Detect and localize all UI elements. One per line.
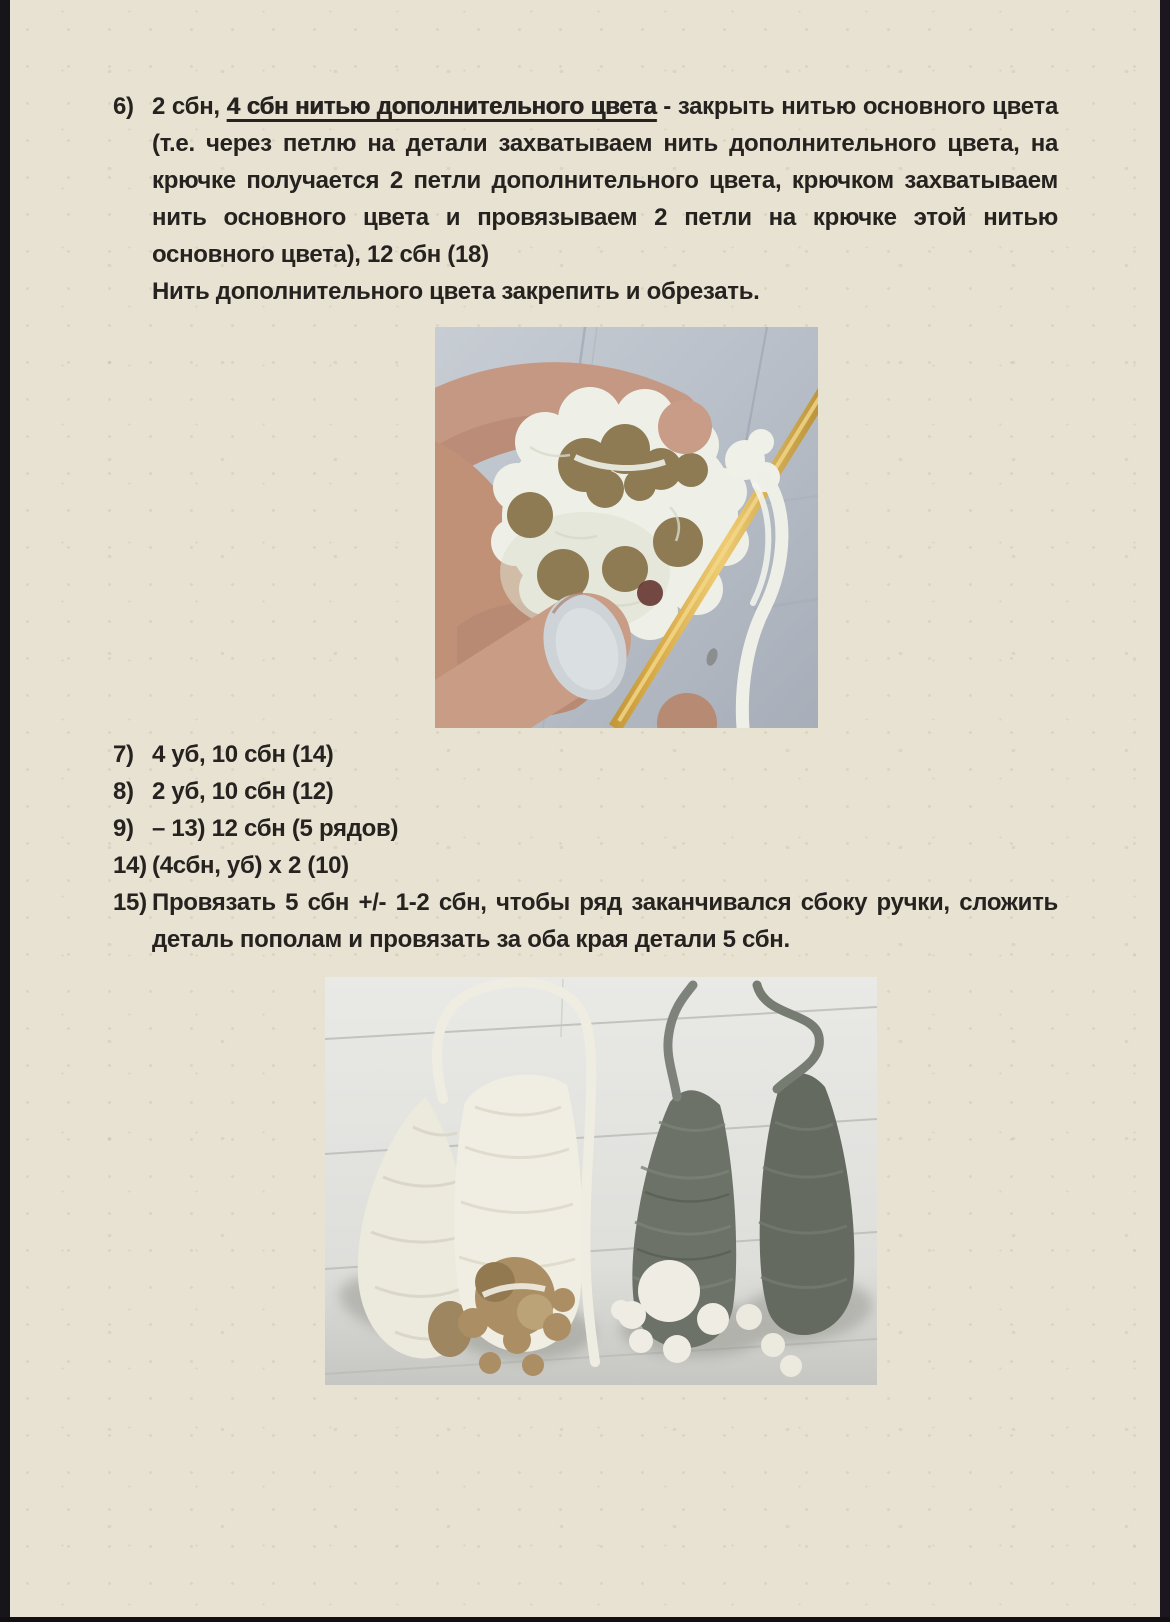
bottom-edge-bar [0, 1617, 1170, 1622]
step-6-rest: - закрыть нитью основного цвета (т.е. через петлю на детали захватываем нить дополнительного цвета, на крючке получается 2 петли дополнительного цвета, крючком захватываем нить основного цвета и провязываем 2 петли на крючке этой нитью основного цвета), 12 сбн (18) [152, 93, 1058, 268]
instruction-step-14 [113, 847, 1058, 884]
step-9-text: – 13) 12 сбн (5 рядов) [152, 815, 399, 842]
step-6-paragraph [152, 88, 1058, 273]
step-14-text: (4сбн, уб) х 2 (10) [152, 852, 349, 879]
step-6-emphasis: 4 сбн нитью дополнительного цвета [226, 93, 657, 120]
photo-finished-paws [325, 977, 877, 1385]
instruction-steps-list [113, 736, 1058, 958]
step-9-number: 9) [113, 815, 134, 842]
step-15-number: 15) [113, 889, 147, 916]
photo-crochet-in-progress-graphic [435, 327, 818, 728]
step-7-text: 4 уб, 10 сбн (14) [152, 741, 334, 768]
step-7-number: 7) [113, 741, 134, 768]
step-6-note: Нить дополнительного цвета закрепить и обрезать. [152, 278, 760, 305]
instruction-step-7 [113, 736, 1058, 773]
step-14-number: 14) [113, 852, 147, 879]
fingertip [658, 400, 712, 454]
step-6-number: 6) [113, 93, 134, 120]
step-8-text: 2 уб, 10 сбн (12) [152, 778, 334, 805]
photo-finished-paws-graphic [325, 977, 877, 1385]
instruction-step-15 [113, 884, 1058, 958]
photo-crochet-in-progress [435, 327, 818, 728]
left-edge-bar [0, 0, 10, 1622]
step-6-lead: 2 сбн, [152, 93, 227, 120]
step-8-number: 8) [113, 778, 134, 805]
instruction-step-6 [113, 88, 1058, 310]
instruction-step-9-13 [113, 810, 1058, 847]
step-15-text: Провязать 5 сбн +/- 1-2 сбн, чтобы ряд заканчивался сбоку ручки, сложить деталь пополам и провязать за оба края детали 5 сбн. [152, 889, 1058, 953]
instruction-step-8 [113, 773, 1058, 810]
right-edge-bar [1160, 0, 1170, 1622]
